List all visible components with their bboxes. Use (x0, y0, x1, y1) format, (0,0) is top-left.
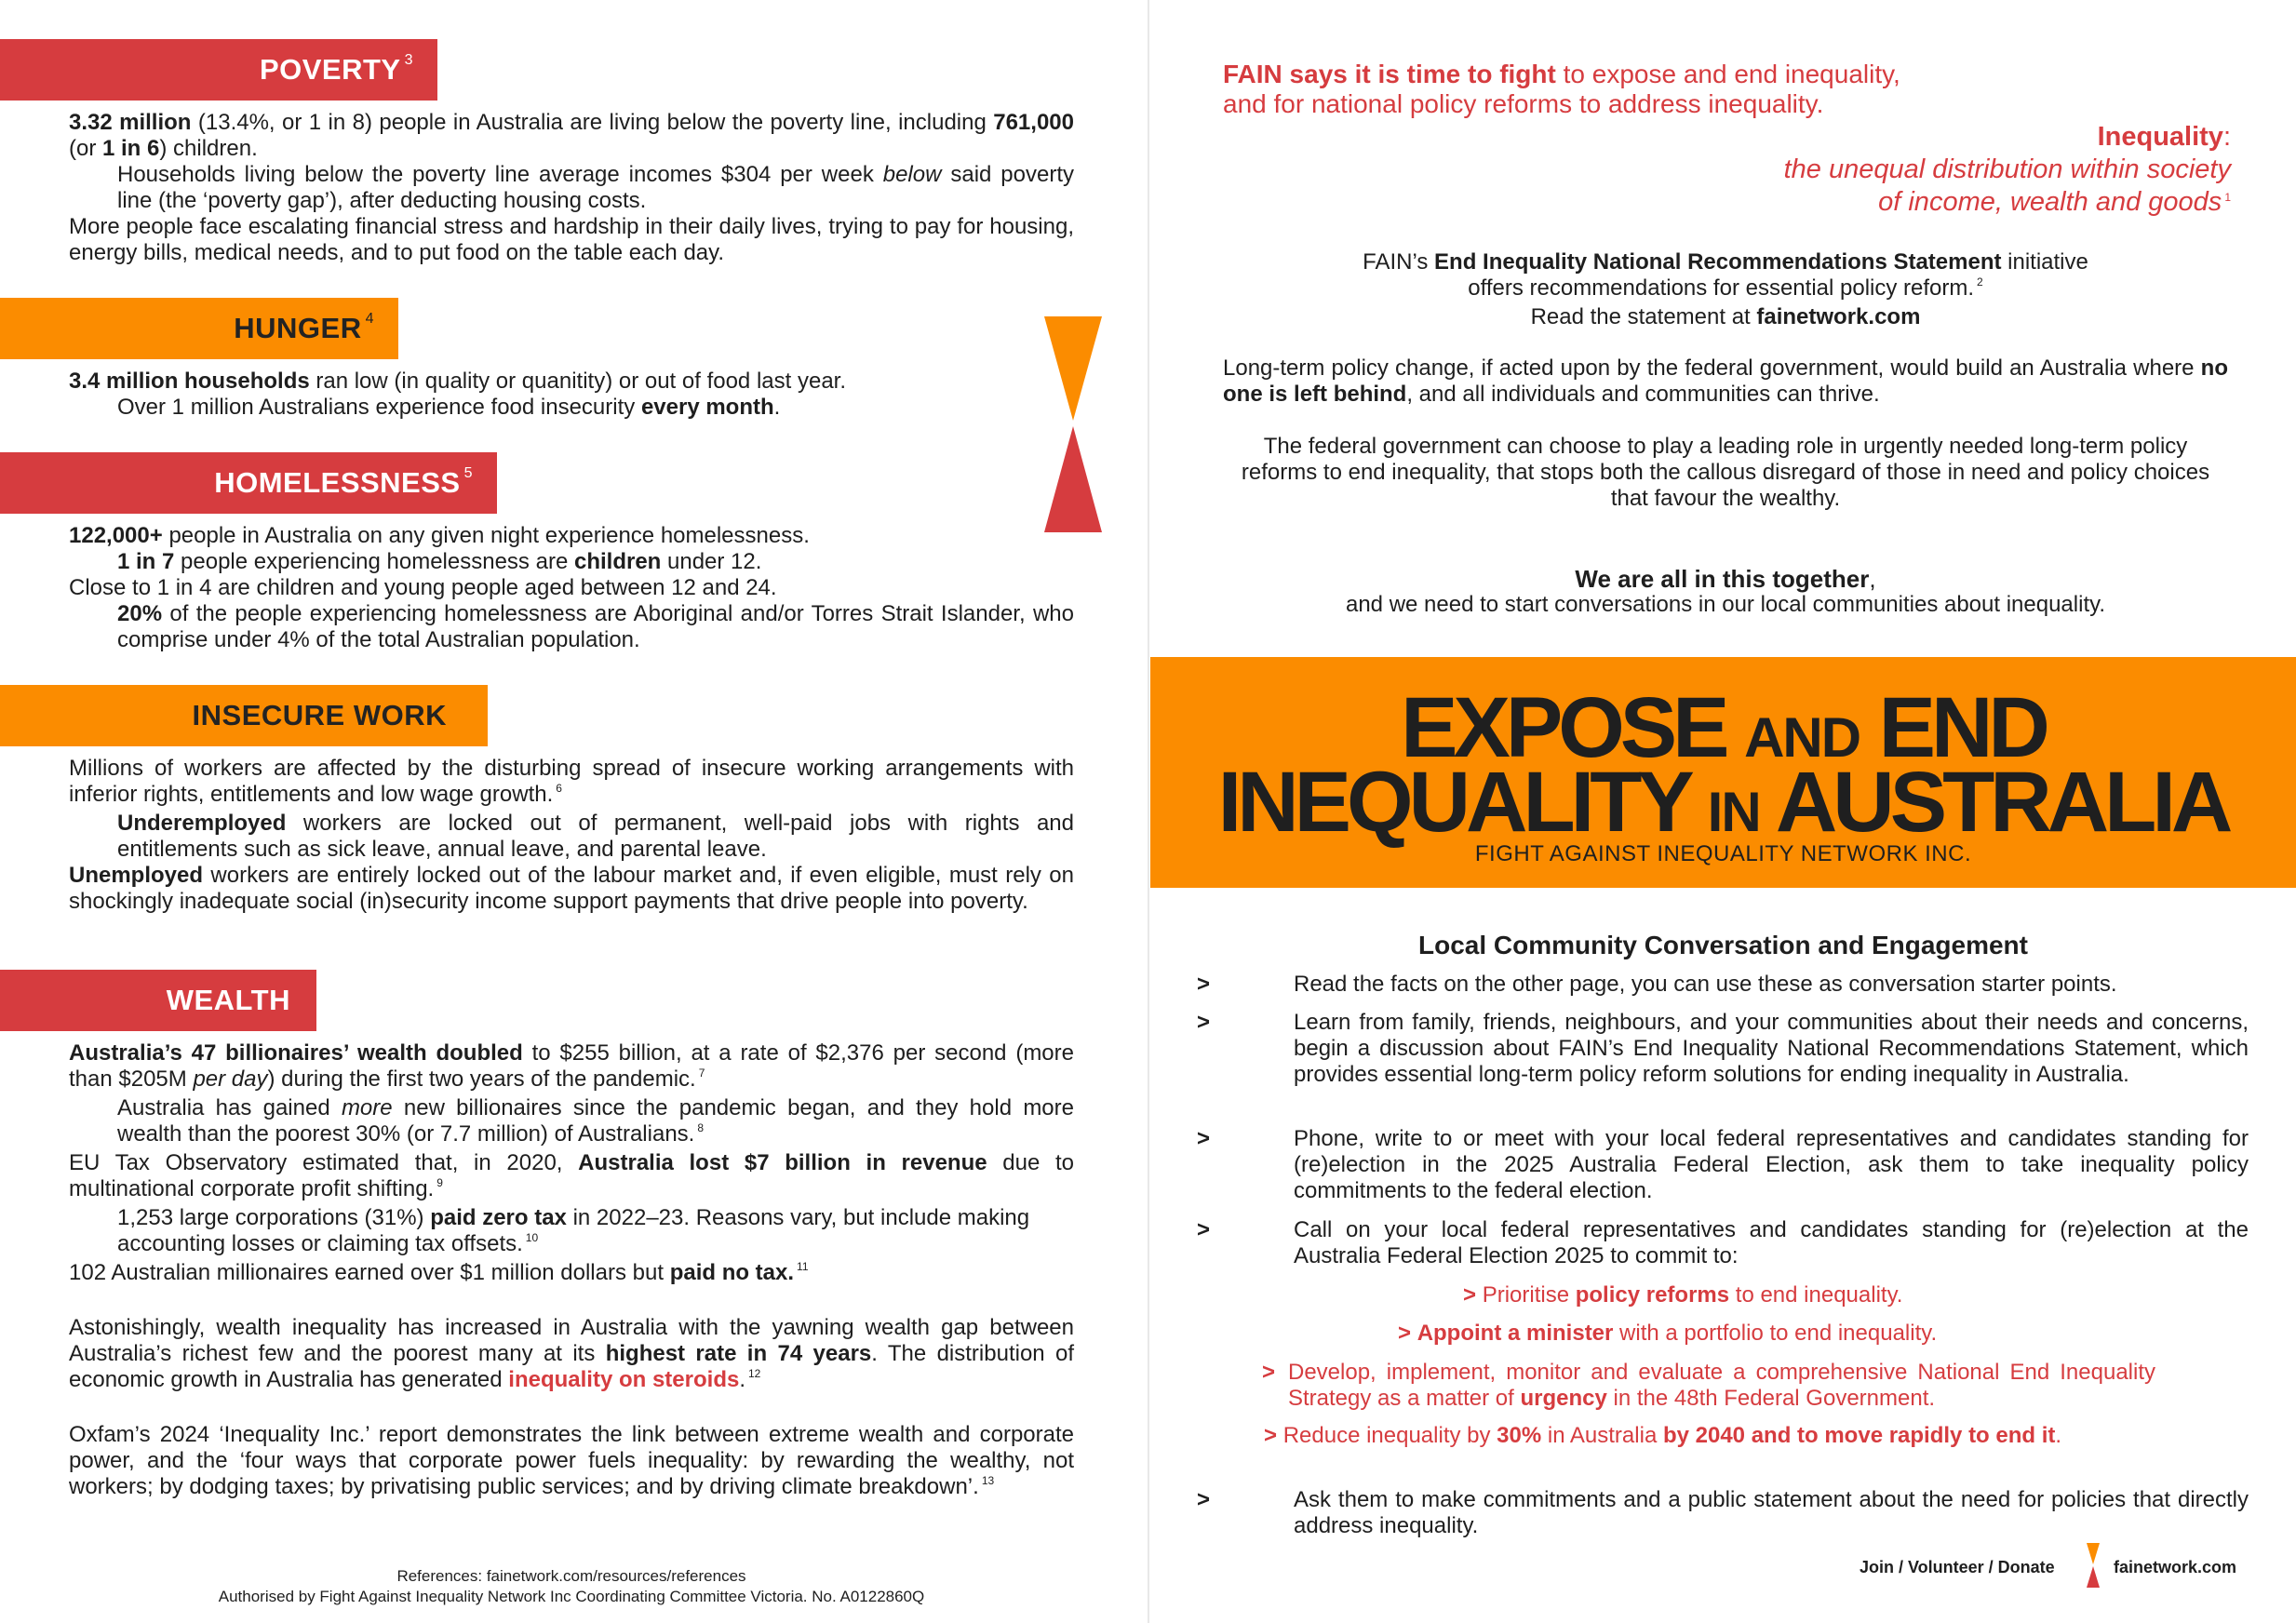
arrow-icon: > (1197, 972, 1211, 997)
engagement-item-text: Ask them to make commitments and a public statement about the need for policies that directly address inequality. (1294, 1487, 2249, 1538)
engagement-item-text: Phone, write to or meet with your local federal representatives and candidates standing for (re)election in the 2025 Australia Federal Election, ask them to take inequality policy commitments to the federal election. (1294, 1126, 2249, 1203)
definition-heading: Inequality: (2097, 122, 2231, 152)
engagement-item-text: Read the facts on the other page, you can use these as conversation starter points. (1294, 972, 2117, 997)
wealth-line-2: Australia has gained more new billionaires since the pandemic began, and they hold more wealth than the poorest 30% (or 7.7 million) of Australians. $^8$ (117, 1095, 1074, 1147)
title-line-1: EXPOSE AND END (1401, 680, 2046, 775)
insecure-work-heading (0, 685, 488, 746)
wealth-paragraph-2: Astonishingly, wealth inequality has increased in Australia with the yawning wealth gap between Australia’s richest few and the poorest many at its highest rate in 74 years. The distribution of economic growth in Australia has generated inequality on steroids. $^{12}$ (69, 1315, 1075, 1392)
wealth-heading (0, 970, 316, 1031)
arrow-icon: > (1197, 1487, 1211, 1512)
statement-initiative (1223, 249, 2228, 330)
statement-line-3: Read the statement at fainetwork.com (1530, 304, 1921, 329)
homelessness-line-2: 1 in 7 people experiencing homelessness are children under 12. (117, 549, 762, 574)
engagement-item-2 (1197, 1010, 2249, 1088)
arrow-icon: > (1197, 1126, 1211, 1151)
hunger-line-1: 3.4 million households ran low (in quality or quanitity) or out of food last year. (69, 369, 846, 394)
footnote-ref: 4 (365, 311, 374, 327)
hunger-line-2: Over 1 million Australians experience food insecurity every month. (117, 395, 781, 420)
homelessness-line-3: Close to 1 in 4 are children and young people aged between 12 and 24. (69, 575, 777, 600)
inequality-definition (1784, 121, 2231, 223)
policy-paragraph-1: Long-term policy change, if acted upon by the federal government, would build an Australia where no one is left behind, and all individuals and communities can thrive. (1223, 355, 2228, 407)
intro-line-2: and for national policy reforms to address inequality. (1223, 89, 1824, 118)
engagement-item-text: Call on your local federal representatives and candidates standing for (re)election at the Australia Federal Election 2025 to commit to: (1294, 1217, 2249, 1268)
engagement-item-3 (1197, 1126, 2249, 1204)
insecure-line-3: Unemployed workers are entirely locked out of the labour market and, if even eligible, must rely on shockingly inadequate social (in)security income support payments that drive people into poverty. (69, 863, 1074, 914)
engagement-title: Local Community Conversation and Engagement (1418, 931, 2028, 959)
arrow-icon: > (1197, 1010, 1211, 1035)
engagement-item-4 (1197, 1217, 2249, 1269)
wealth-line-1: Australia’s 47 billionaires’ wealth doubled to $255 billion, at a rate of $2,376 per second (more than $205M per day) during the first two years of the pandemic. $^7$ (69, 1040, 1074, 1092)
homelessness-heading-text: HOMELESSNESS (214, 466, 461, 499)
wealth-section (69, 1040, 1074, 1503)
join-volunteer-donate[interactable]: Join / Volunteer / Donate (1860, 1558, 2055, 1576)
homelessness-section (69, 523, 1074, 653)
statement-line-2: offers recommendations for essential policy reform. $^2$ (1468, 275, 1983, 301)
title-banner (1150, 657, 2296, 888)
commitment-2: > Appoint a minister with a portfolio to end inequality. (1398, 1321, 1938, 1346)
poverty-heading (0, 39, 437, 101)
engagement-item-5 (1197, 1487, 2249, 1539)
references-link[interactable]: References: fainetwork.com/resources/references (396, 1567, 746, 1585)
organisation-name: FIGHT AGAINST INEQUALITY NETWORK INC. (1474, 841, 1972, 866)
arrow-icon: > (1197, 1217, 1211, 1242)
together-line-1: We are all in this together, (1575, 565, 1876, 593)
engagement-item-text: Learn from family, friends, neighbours, and your communities about their needs and concerns, begin a discussion about FAIN’s End Inequality National Recommendations Statement, which provides essential long-term policy reform solutions for ending inequality in Australia. (1294, 1010, 2249, 1087)
hunger-heading-text: HUNGER (234, 312, 362, 344)
insecure-line-1: Millions of workers are affected by the disturbing spread of insecure working arrangements with inferior rights, entitlements and low wage growth. $^6$ (69, 756, 1074, 807)
together-statement (1223, 566, 2228, 618)
poverty-heading-text: POVERTY (259, 53, 401, 86)
footer-website-link[interactable]: fainetwork.com (2114, 1558, 2237, 1576)
insecure-work-section (69, 756, 1074, 915)
policy-paragraph-2: The federal government can choose to play a leading role in urgently needed long-term policy reforms to end inequality, that stops both the callous disregard of those in need and policy choices that favour the wealthy. (1241, 434, 2210, 511)
references-footer (69, 1566, 1074, 1607)
fainetwork-link[interactable]: fainetwork.com (1756, 304, 1921, 329)
engagement-item-1 (1197, 972, 2249, 998)
wealth-paragraph-3: Oxfam’s 2024 ‘Inequality Inc.’ report demonstrates the link between extreme wealth and corporate power, and the ‘four ways that corporate power fuels inequality: by rewarding the wealthy, not workers; by dodging taxes; by privatising public services; and by driving climate breakdown’. $^{13}$ (69, 1422, 1074, 1499)
wealth-heading-text: WEALTH (166, 984, 290, 1016)
definition-line-2: of income, wealth and goods $^1$ (1878, 187, 2231, 217)
wealth-line-5: 102 Australian millionaires earned over $1 million dollars but paid no tax. $^{11}$ (69, 1260, 809, 1285)
homelessness-heading (0, 452, 497, 514)
together-line-2: and we need to start conversations in our local communities about inequality. (1345, 592, 2105, 617)
intro-statement (1223, 60, 2191, 119)
statement-line-1: FAIN’s End Inequality National Recommendations Statement initiative (1363, 249, 2088, 275)
hourglass-logo (1044, 316, 1102, 532)
hunger-heading (0, 298, 398, 359)
footnote-ref: 3 (404, 52, 413, 68)
wealth-line-3: EU Tax Observatory estimated that, in 2020, Australia lost $7 billion in revenue due to multinational corporate profit shifting. $^9$ (69, 1150, 1074, 1201)
commitment-1: > Prioritise policy reforms to end inequality. (1463, 1282, 1903, 1308)
poverty-line-3: More people face escalating financial stress and hardship in their daily lives, trying to pay for housing, energy bills, medical needs, and to put food on the table each day. (69, 214, 1074, 265)
footnote-ref: 5 (463, 465, 473, 481)
title-line-2: INEQUALITY IN AUSTRALIA (1217, 755, 2229, 850)
page-divider (1148, 0, 1149, 1623)
authorisation-line: Authorised by Fight Against Inequality Network Inc Coordinating Committee Victoria. No. A0122860Q (218, 1588, 925, 1605)
definition-line-1: the unequal distribution within society (1783, 154, 2231, 184)
left-page (0, 0, 1147, 1623)
wealth-line-4: 1,253 large corporations (31%) paid zero tax in 2022–23. Reasons vary, but include making accounting losses or claiming tax offsets. $^{10}$ (117, 1205, 1030, 1256)
hourglass-small-icon (2087, 1543, 2100, 1588)
poverty-line-1: 3.32 million (13.4%, or 1 in 8) people in Australia are living below the poverty line, including 761,000 (or 1 in 6) children. (69, 110, 1074, 161)
intro-line-1: FAIN says it is time to fight to expose and end inequality, (1223, 60, 1900, 88)
commitment-4: > Reduce inequality by 30% in Australia by 2040 and to move rapidly to end it. (1264, 1423, 2062, 1448)
poverty-line-2: Households living below the poverty line average incomes $304 per week below said poverty line (the ‘poverty gap’), after deducting housing costs. (117, 162, 1074, 213)
hunger-section (69, 369, 1074, 421)
commitment-3: > Develop, implement, monitor and evaluate a comprehensive National End Inequality Strategy as a matter of urgency in the 48th Federal Government. (1262, 1360, 2155, 1411)
homelessness-line-4: 20% of the people experiencing homelessness are Aboriginal and/or Torres Strait Islander, who comprise under 4% of the total Australian population. (117, 601, 1074, 652)
right-page (1150, 0, 2296, 1623)
poverty-section (69, 110, 1074, 266)
insecure-line-2: Underemployed workers are locked out of permanent, well-paid jobs with rights and entitlements such as sick leave, annual leave, and parental leave. (117, 811, 1074, 862)
homelessness-line-1: 122,000+ people in Australia on any given night experience homelessness. (69, 523, 810, 548)
policy-paragraphs (1223, 355, 2228, 512)
insecure-work-heading-text: INSECURE WORK (192, 699, 447, 731)
